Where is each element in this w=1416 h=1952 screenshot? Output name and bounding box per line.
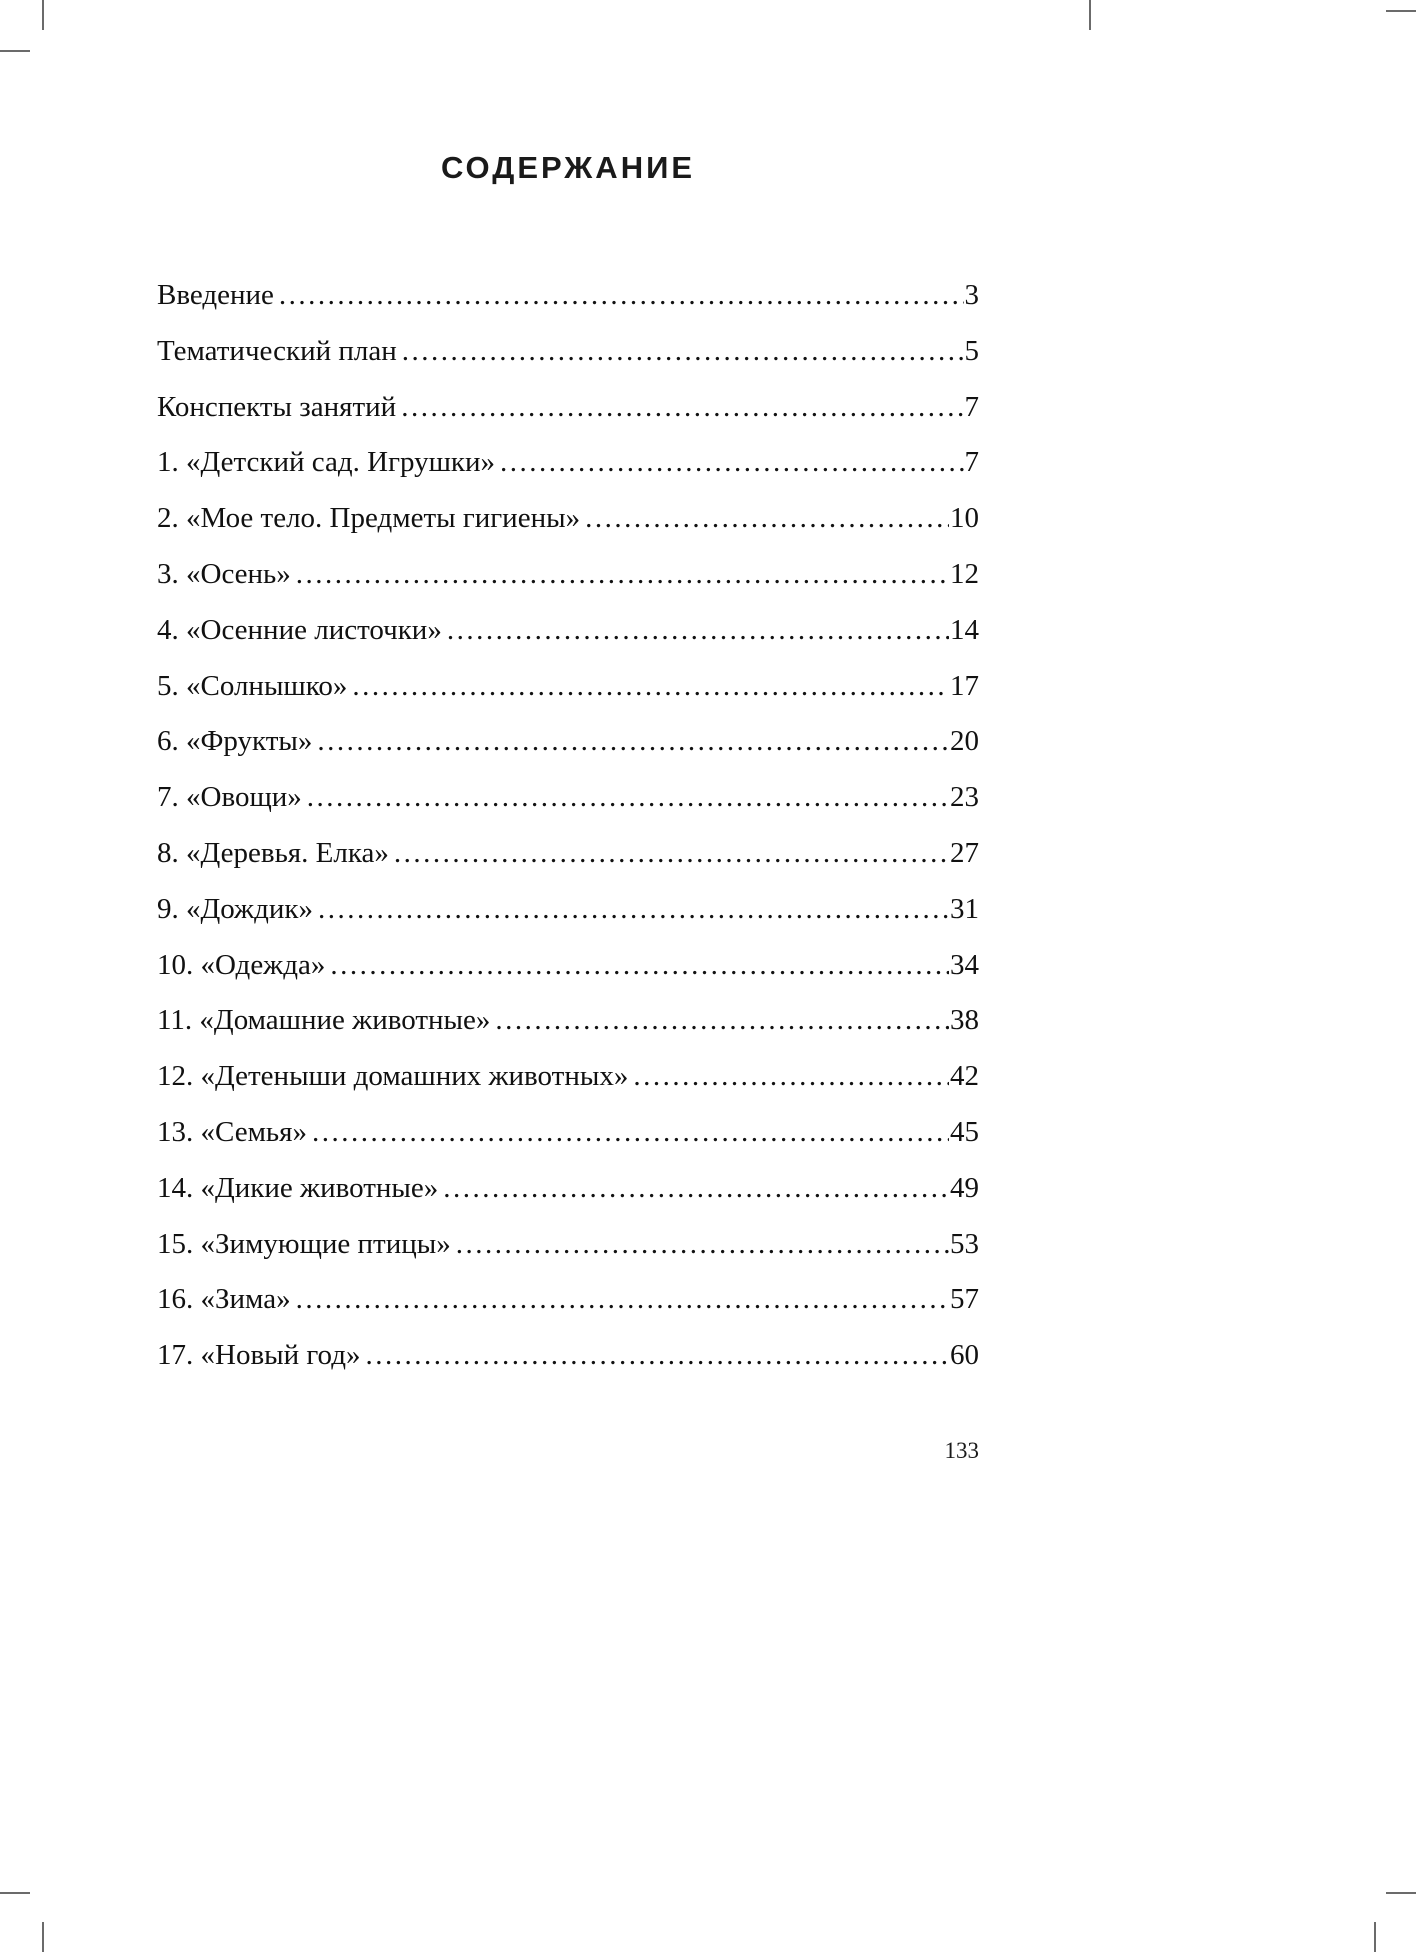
toc-entry-label: 12. «Детеныши домашних животных» — [157, 1060, 629, 1093]
toc-entry-page: 7 — [964, 446, 979, 479]
footer-page-number: 133 — [944, 1438, 979, 1463]
toc-entry-page: 57 — [950, 1283, 979, 1316]
toc-dot-leader — [447, 613, 949, 648]
page-content — [157, 0, 979, 1952]
toc-entry-label: 6. «Фрукты» — [157, 725, 313, 758]
toc-entry-label: 16. «Зима» — [157, 1283, 291, 1316]
toc-dot-leader — [402, 334, 964, 369]
toc-entry — [157, 669, 979, 704]
toc-entry-page: 3 — [964, 279, 979, 311]
crop-mark-top-right-horizontal — [1386, 10, 1416, 12]
table-of-contents — [157, 278, 979, 1373]
toc-dot-leader — [456, 1227, 949, 1262]
toc-entry — [157, 948, 979, 983]
toc-entry — [157, 557, 979, 592]
toc-entry-page: 45 — [950, 1115, 979, 1148]
toc-entry-page: 60 — [950, 1339, 979, 1372]
toc-entry-page: 38 — [950, 1004, 979, 1037]
toc-dot-leader — [318, 892, 949, 927]
toc-entry — [157, 390, 979, 425]
crop-mark-bottom-right-vertical — [1374, 1922, 1376, 1952]
toc-entry — [157, 892, 979, 927]
page-title: СОДЕРЖАНИЕ — [440, 150, 696, 185]
toc-entry-label: 4. «Осенние листочки» — [157, 613, 442, 646]
toc-entry-page: 10 — [950, 502, 979, 535]
toc-entry — [157, 1003, 979, 1038]
toc-dot-leader — [585, 501, 949, 536]
toc-entry-page: 49 — [950, 1171, 979, 1204]
toc-entry-page: 42 — [950, 1060, 979, 1093]
toc-dot-leader — [317, 724, 949, 759]
crop-mark-top-left-vertical — [42, 0, 44, 30]
toc-entry-label: 15. «Зимующие птицы» — [157, 1227, 451, 1260]
toc-entry-page: 7 — [964, 390, 979, 423]
crop-mark-bottom-right-horizontal — [1386, 1892, 1416, 1894]
toc-entry-page: 23 — [950, 781, 979, 814]
crop-mark-top-right-vertical — [1089, 0, 1091, 30]
toc-entry-label: 2. «Мое тело. Предметы гигиены» — [157, 502, 581, 535]
toc-dot-leader — [312, 1115, 949, 1150]
toc-entry-label: Введение — [157, 279, 274, 311]
toc-entry-page: 31 — [950, 892, 979, 925]
toc-entry-page: 14 — [950, 613, 979, 646]
toc-entry-label: Тематический план — [157, 334, 397, 367]
toc-dot-leader — [330, 948, 949, 983]
toc-entry — [157, 1115, 979, 1150]
toc-entry-label: 7. «Овощи» — [157, 781, 302, 814]
toc-entry — [157, 613, 979, 648]
toc-dot-leader — [296, 1282, 949, 1317]
toc-entry-label: 11. «Домашние животные» — [157, 1004, 491, 1037]
toc-entry — [157, 836, 979, 871]
toc-entry-page: 53 — [950, 1227, 979, 1260]
toc-dot-leader — [296, 557, 949, 592]
toc-entry-page: 12 — [950, 557, 979, 590]
toc-entry — [157, 1338, 979, 1373]
toc-entry-label: 5. «Солнышко» — [157, 669, 348, 702]
toc-entry-label: 3. «Осень» — [157, 557, 291, 590]
toc-entry — [157, 278, 979, 313]
toc-entry-label: 10. «Одежда» — [157, 948, 326, 981]
crop-mark-top-left-horizontal — [0, 50, 30, 52]
toc-entry — [157, 724, 979, 759]
toc-entry-label: 1. «Детский сад. Игрушки» — [157, 446, 496, 479]
toc-dot-leader — [495, 1003, 949, 1038]
toc-entry — [157, 1282, 979, 1317]
toc-dot-leader — [401, 390, 963, 425]
toc-entry — [157, 334, 979, 369]
toc-entry-label: 17. «Новый год» — [157, 1339, 361, 1372]
crop-mark-bottom-left-horizontal — [0, 1892, 30, 1894]
toc-entry — [157, 780, 979, 815]
toc-entry-page: 34 — [950, 948, 979, 981]
toc-entry-label: 13. «Семья» — [157, 1115, 307, 1148]
toc-entry-page: 20 — [950, 725, 979, 758]
toc-entry-label: 14. «Дикие животные» — [157, 1171, 439, 1204]
toc-dot-leader — [352, 669, 949, 704]
toc-entry — [157, 1171, 979, 1206]
toc-entry-page: 5 — [964, 334, 979, 367]
toc-entry-page: 27 — [950, 836, 979, 869]
toc-entry — [157, 1227, 979, 1262]
toc-entry — [157, 501, 979, 536]
toc-entry — [157, 1059, 979, 1094]
crop-mark-bottom-left-vertical — [42, 1922, 44, 1952]
toc-dot-leader — [443, 1171, 949, 1206]
toc-entry-label: 9. «Дождик» — [157, 892, 313, 925]
toc-entry-label: 8. «Деревья. Елка» — [157, 836, 389, 869]
toc-dot-leader — [365, 1338, 949, 1373]
toc-dot-leader — [279, 278, 964, 313]
toc-dot-leader — [500, 445, 963, 480]
toc-dot-leader — [633, 1059, 949, 1094]
toc-entry-label: Конспекты занятий — [157, 390, 397, 423]
toc-dot-leader — [307, 780, 949, 815]
toc-entry-page: 17 — [950, 669, 979, 702]
toc-entry — [157, 445, 979, 480]
toc-dot-leader — [394, 836, 949, 871]
